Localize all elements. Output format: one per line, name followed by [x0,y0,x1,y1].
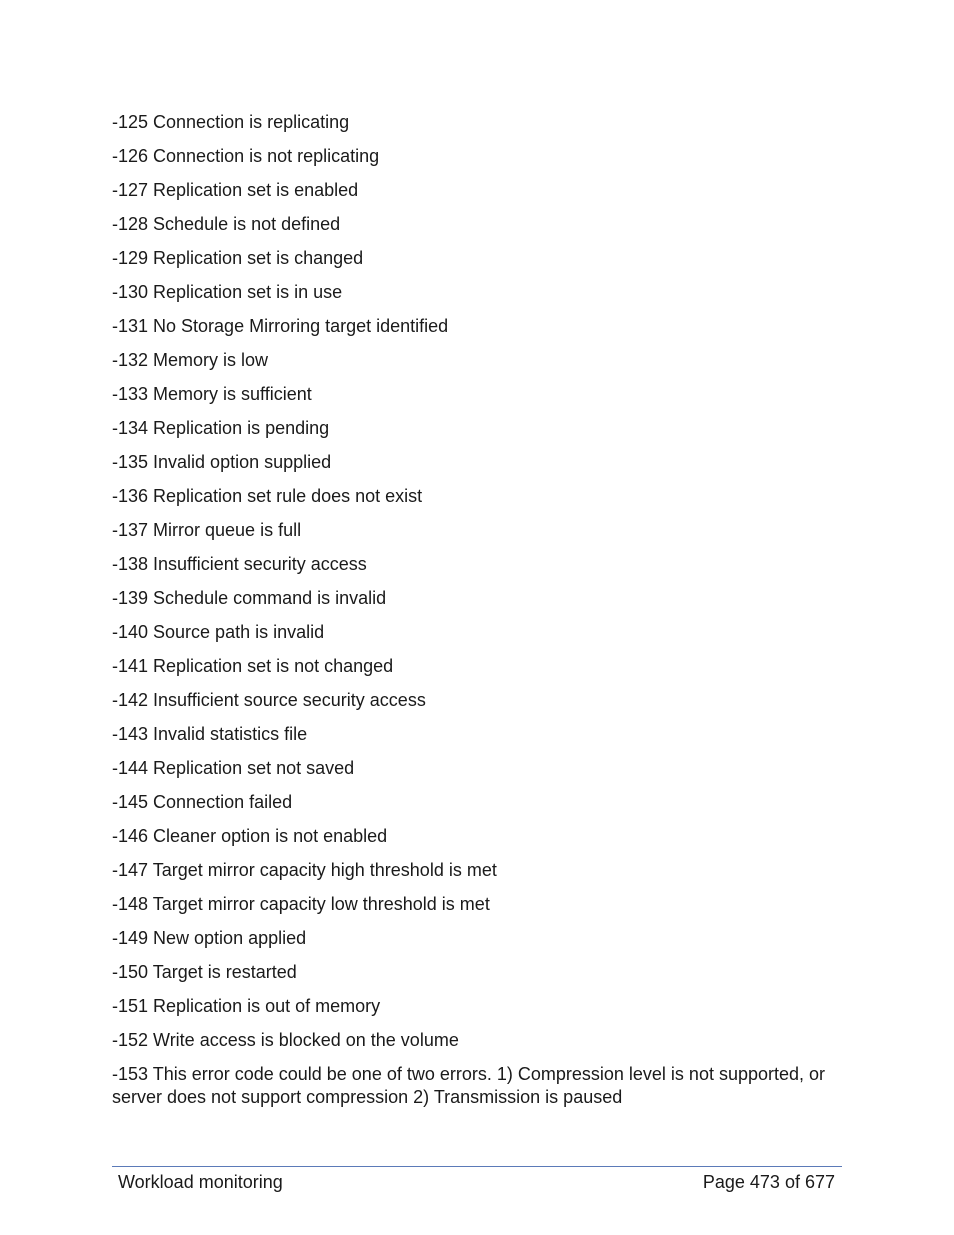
error-code-entry: -137 Mirror queue is full [112,520,302,540]
error-code-entry: -129 Replication set is changed [112,248,364,268]
error-code-entry: -152 Write access is blocked on the volume [112,1030,459,1050]
error-code-entry: -144 Replication set not saved [112,758,355,778]
error-code-entry: -132 Memory is low [112,350,269,370]
error-code-entry: -136 Replication set rule does not exist [112,486,423,506]
footer-divider [112,1166,842,1167]
error-code-entry: -148 Target mirror capacity low threshold is met [112,894,490,914]
error-code-entry: -149 New option applied [112,928,307,948]
error-code-entry: -127 Replication set is enabled [112,180,359,200]
error-code-entry: -141 Replication set is not changed [112,656,394,676]
error-code-entry: -135 Invalid option supplied [112,452,332,472]
error-code-entry: -125 Connection is replicating [112,112,350,132]
error-code-entry: -146 Cleaner option is not enabled [112,826,388,846]
error-code-entry: -145 Connection failed [112,792,293,812]
error-code-entry: -130 Replication set is in use [112,282,343,302]
error-code-entry: -140 Source path is invalid [112,622,325,642]
error-code-entry: -147 Target mirror capacity high threshold is met [112,860,497,880]
error-code-entry: -151 Replication is out of memory [112,996,381,1016]
footer-section-title: Workload monitoring [118,1172,283,1192]
error-code-list [112,111,842,1109]
error-code-entry: -150 Target is restarted [112,962,297,982]
error-code-entry: -143 Invalid statistics file [112,724,308,744]
error-code-entry: -133 Memory is sufficient [112,384,312,404]
error-code-entry: -138 Insufficient security access [112,554,367,574]
error-code-entry: -131 No Storage Mirroring target identified [112,316,449,336]
error-code-entry: -126 Connection is not replicating [112,146,380,166]
error-code-entry: -134 Replication is pending [112,418,330,438]
error-code-entry: -128 Schedule is not defined [112,214,341,234]
footer-page-number: Page 473 of 677 [702,1172,835,1192]
error-code-entry: -153 This error code could be one of two errors. 1) Compression level is not supported, or server does not support compression 2) Transmission is paused [112,1064,826,1107]
error-code-entry: -139 Schedule command is invalid [112,588,387,608]
error-code-entry: -142 Insufficient source security access [112,690,426,710]
